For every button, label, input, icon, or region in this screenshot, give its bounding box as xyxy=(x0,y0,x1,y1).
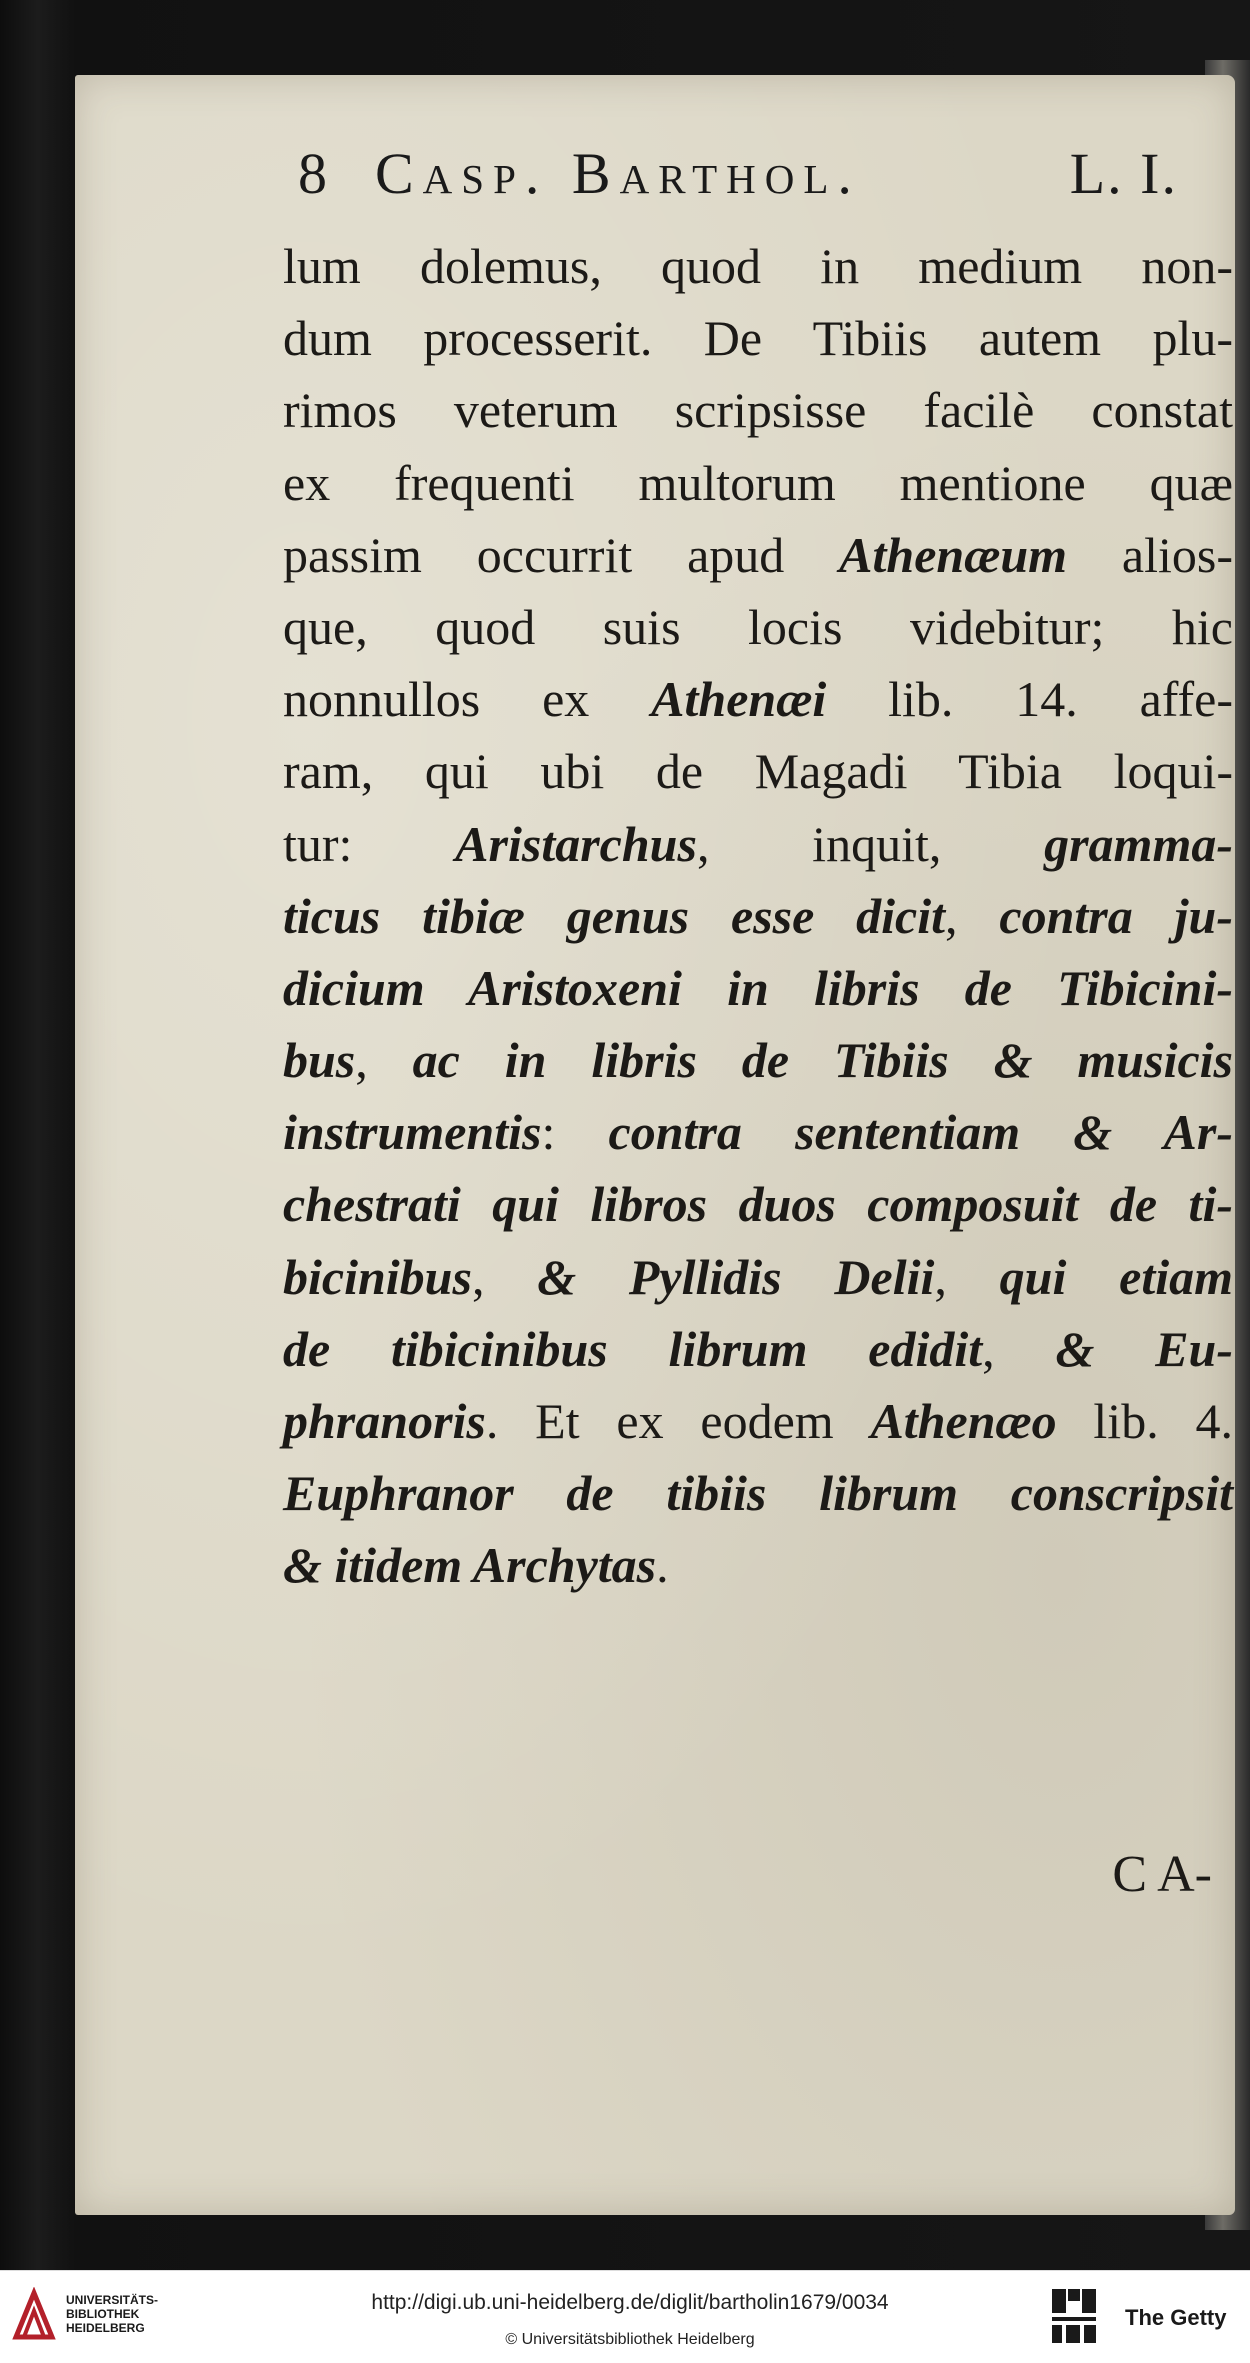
roman-text: , xyxy=(982,1320,1056,1377)
copyright-notice: © Universitätsbibliothek Heidelberg xyxy=(505,2331,755,2348)
roman-text: . Et ex eodem xyxy=(485,1393,871,1449)
italic-text: & Pyllidis Delii xyxy=(537,1248,935,1305)
text-line xyxy=(283,1096,1233,1168)
library-name xyxy=(66,2293,226,2335)
italic-text: Euphranor de tibiis librum conscripsit xyxy=(283,1465,1233,1522)
text-line xyxy=(283,880,1233,952)
text-line xyxy=(283,1241,1233,1313)
viewer-footer xyxy=(0,2270,1250,2363)
italic-text: de tibicinibus librum edidit xyxy=(283,1320,983,1377)
ub-heidelberg-logo-icon xyxy=(12,2287,56,2347)
italic-text: & itidem Archytas xyxy=(283,1537,657,1594)
roman-text: : xyxy=(541,1104,609,1161)
roman-text: , xyxy=(934,1248,1000,1305)
roman-text: lum dolemus, quod in medium non- xyxy=(283,238,1233,294)
getty-logo-icon xyxy=(1050,2287,1098,2345)
roman-text: , inquit, xyxy=(696,815,1045,872)
roman-text: lib. 14. affe- xyxy=(826,671,1234,728)
italic-text: & Eu- xyxy=(1055,1320,1233,1377)
italic-text: qui etiam xyxy=(999,1248,1233,1305)
text-line xyxy=(283,663,1233,735)
text-line xyxy=(283,952,1233,1024)
italic-text: contra sententiam & Ar- xyxy=(608,1104,1233,1161)
roman-text: dum processerit. De Tibiis autem plu- xyxy=(283,310,1233,367)
book-number: L. I. xyxy=(1069,141,1178,206)
permalink[interactable]: http://digi.ub.uni-heidelberg.de/diglit/bartholin1679/0034 xyxy=(371,2291,889,2314)
text-line xyxy=(283,1024,1233,1096)
italic-text: Aristarchus xyxy=(455,815,697,872)
roman-text: ram, qui ubi de Magadi Tibia loqui- xyxy=(283,743,1233,800)
italic-text: contra ju- xyxy=(999,887,1233,944)
text-line xyxy=(283,591,1233,663)
getty-name: The Getty xyxy=(1125,2305,1227,2330)
italic-text: gramma- xyxy=(1044,815,1233,872)
text-line xyxy=(283,1385,1233,1457)
roman-text: . xyxy=(656,1537,669,1594)
roman-text: , xyxy=(945,887,1000,944)
italic-text: chestrati qui libros duos composuit de ti- xyxy=(283,1176,1233,1233)
text-line xyxy=(283,519,1233,591)
roman-text: nonnullos ex xyxy=(283,671,652,728)
text-line xyxy=(283,1457,1233,1529)
italic-text: instrumentis xyxy=(283,1104,542,1161)
italic-text: ticus tibiæ genus esse dicit xyxy=(283,887,946,944)
library-name-line: UNIVERSITÄTS- xyxy=(66,2293,159,2307)
roman-text: ex frequenti multorum mentione quæ xyxy=(283,454,1233,511)
roman-text: que, quod suis locis videbitur; hic xyxy=(283,598,1233,655)
text-line xyxy=(283,808,1233,880)
italic-text: ac in libris de Tibiis & musicis xyxy=(412,1032,1234,1089)
roman-text: , xyxy=(471,1248,538,1305)
running-title: Casp. Barthol. xyxy=(375,141,861,206)
library-name-line: BIBLIOTHEK xyxy=(66,2307,140,2321)
roman-text: rimos veterum scripsisse facilè constat xyxy=(283,382,1233,439)
roman-text: lib. 4. xyxy=(1056,1393,1233,1449)
text-line xyxy=(283,447,1233,519)
text-line xyxy=(283,1529,1233,1601)
italic-text: bicinibus xyxy=(283,1248,472,1305)
text-line xyxy=(283,230,1233,302)
italic-text: phranoris xyxy=(283,1393,486,1449)
text-line xyxy=(283,302,1233,374)
italic-text: Athenæi xyxy=(651,671,827,728)
library-name-line: HEIDELBERG xyxy=(66,2321,145,2335)
catchword: C A- xyxy=(1112,1846,1212,1903)
text-line xyxy=(283,374,1233,446)
text-line xyxy=(283,735,1233,807)
roman-text: passim occurrit apud xyxy=(283,526,840,583)
italic-text: bus xyxy=(283,1032,356,1089)
text-line xyxy=(283,1168,1233,1240)
roman-text: alios- xyxy=(1067,526,1233,583)
roman-text: tur: xyxy=(283,815,456,872)
italic-text: dicium Aristoxeni in libris de Tibicini- xyxy=(283,959,1233,1016)
italic-text: Athenæo xyxy=(870,1393,1057,1449)
body-text xyxy=(283,230,1233,1602)
roman-text: , xyxy=(355,1032,413,1089)
running-head xyxy=(298,140,1178,220)
text-line xyxy=(283,1313,1233,1385)
page-number: 8 xyxy=(298,141,327,206)
italic-text: Athenæum xyxy=(839,526,1068,583)
